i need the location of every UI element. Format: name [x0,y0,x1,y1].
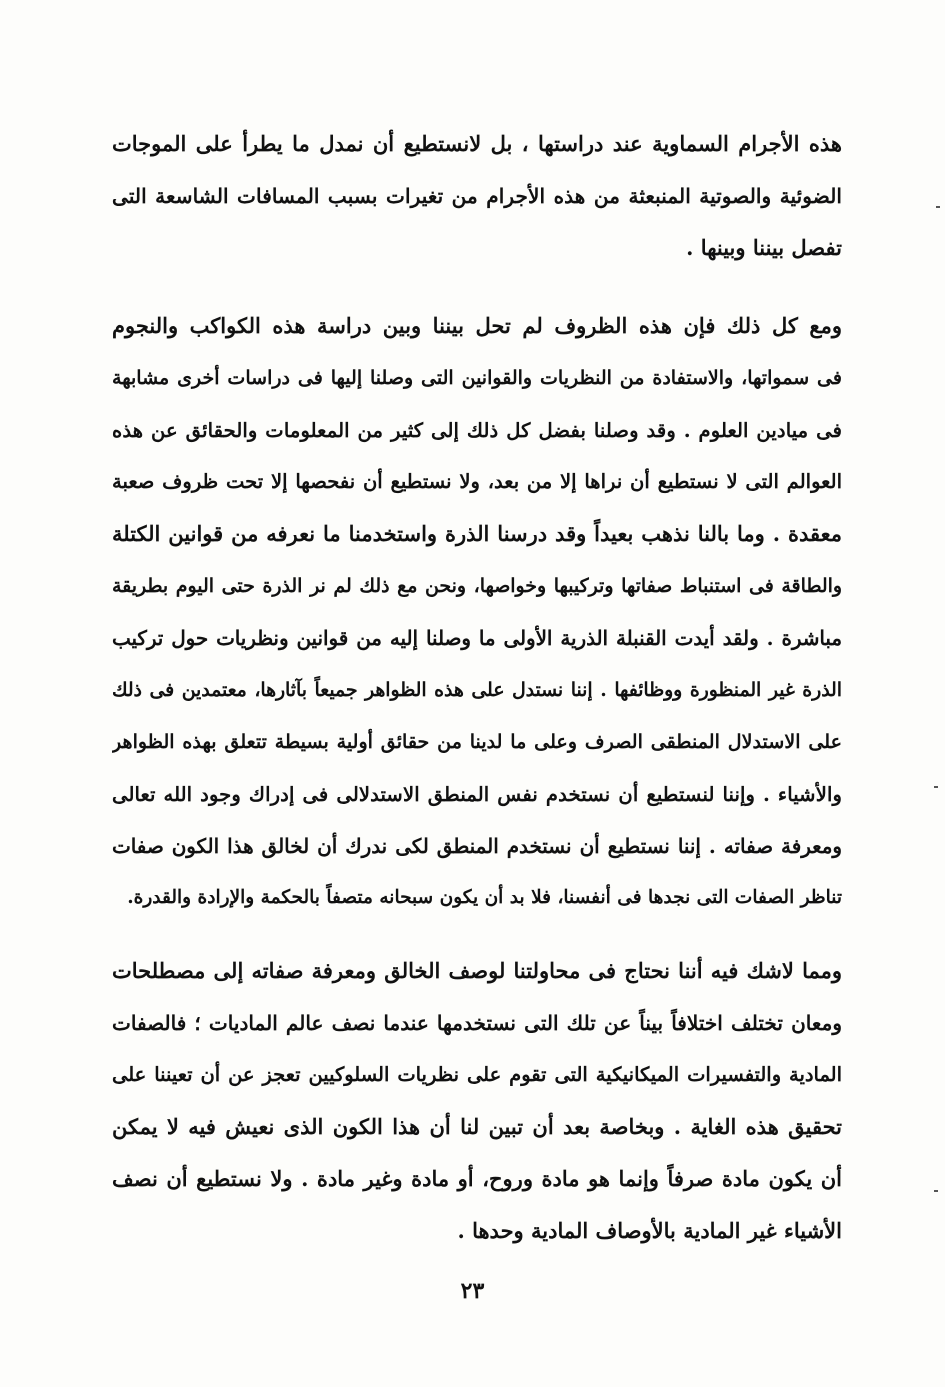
paragraph-line: المادية والتفسيرات الميكانيكية التى تقوم على نظريات السلوكيين تعجز عن أن تعيننا على [112,1063,842,1086]
paragraph-line: العوالم التى لا نستطيع أن نراها إلا من بعد، ولا نستطيع أن نفحصها إلا تحت ظروف صعبة [112,470,842,493]
paragraph-line: تحقيق هذه الغاية . وبخاصة بعد أن تبين لنا أن هذا الكون الذى نعيش فيه لا يمكن [112,1114,842,1139]
paragraph-line: الأشياء غير المادية بالأوصاف المادية وحدها . [457,1218,842,1243]
paragraph-line: أن يكون مادة صرفاً وإنما هو مادة وروح، أو مادة وغير مادة . ولا نستطيع أن نصف [112,1166,842,1191]
paragraph-line: هذه الأجرام السماوية عند دراستها ، بل لانستطيع أن نمدل ما يطرأ على الموجات [112,131,842,156]
paragraph-line: على الاستدلال المنطقى الصرف وعلى ما لدينا من حقائق أولية بسيطة تتعلق بهذه الظواهر [112,730,842,753]
paragraph-2 [112,300,842,924]
paragraph-line: ومعرفة صفاته . إننا نستطيع أن نستخدم المنطق لكى ندرك أن لخالق هذا الكون صفات [112,834,842,858]
paragraph-line: معقدة . وما بالنا نذهب بعيداً وقد درسنا الذرة واستخدمنا ما نعرفه من قوانين الكتلة [112,521,842,546]
paragraph-line: والأشياء . وإننا لنستطيع أن نستخدم نفس المنطق الاستدلالى فى إدراك وجود الله تعالى [112,782,842,806]
paragraph-1 [112,118,842,274]
paragraph-line: ومع كل ذلك فإن هذه الظروف لم تحل بيننا وبين دراسة هذه الكواكب والنجوم [112,313,842,338]
margin-speck [934,1190,938,1192]
paragraph-line: ومما لاشك فيه أننا نحتاج فى محاولتنا لوصف الخالق ومعرفة صفاته إلى مصطلحات [112,958,842,983]
paragraph-3 [112,945,842,1257]
paragraph-line: الضوئية والصوتية المنبعثة من هذه الأجرام من تغيرات بسبب المسافات الشاسعة التى [112,184,842,208]
paragraph-line: والطاقة فى استنباط صفاتها وتركيبها وخواصها، ونحن مع ذلك لم نر الذرة حتى اليوم بطريقة [112,575,842,597]
page-number: ٢٣ [460,1278,485,1304]
margin-speck [936,206,940,208]
margin-speck [934,786,938,788]
paragraph-line: تفصل بيننا وبينها . [686,235,842,260]
paragraph-line: الذرة غير المنظورة ووظائفها . إننا نستدل على هذه الظواهر جميعاً بآثارها، معتمدين فى ذلك [112,679,842,701]
paragraph-line: مباشرة . ولقد أيدت القنبلة الذرية الأولى ما وصلنا إليه من قوانين ونظريات حول تركيب [112,626,842,650]
paragraph-line: تناظر الصفات التى نجدها فى أنفسنا، فلا بد أن يكون سبحانه متصفاً بالحكمة والإرادة والقدرة. [127,887,842,908]
paragraph-line: فى سمواتها، والاستفادة من النظريات والقوانين التى وصلنا إليها فى دراسات أخرى مشابهة [112,367,842,389]
paragraph-line: ومعان تختلف اختلافاً بيناً عن تلك التى نستخدمها عندما نصف عالم الماديات ؛ فالصفات [112,1011,842,1035]
paragraph-line: فى ميادين العلوم . وقد وصلنا بفضل كل ذلك إلى كثير من المعلومات والحقائق عن هذه [112,418,842,442]
